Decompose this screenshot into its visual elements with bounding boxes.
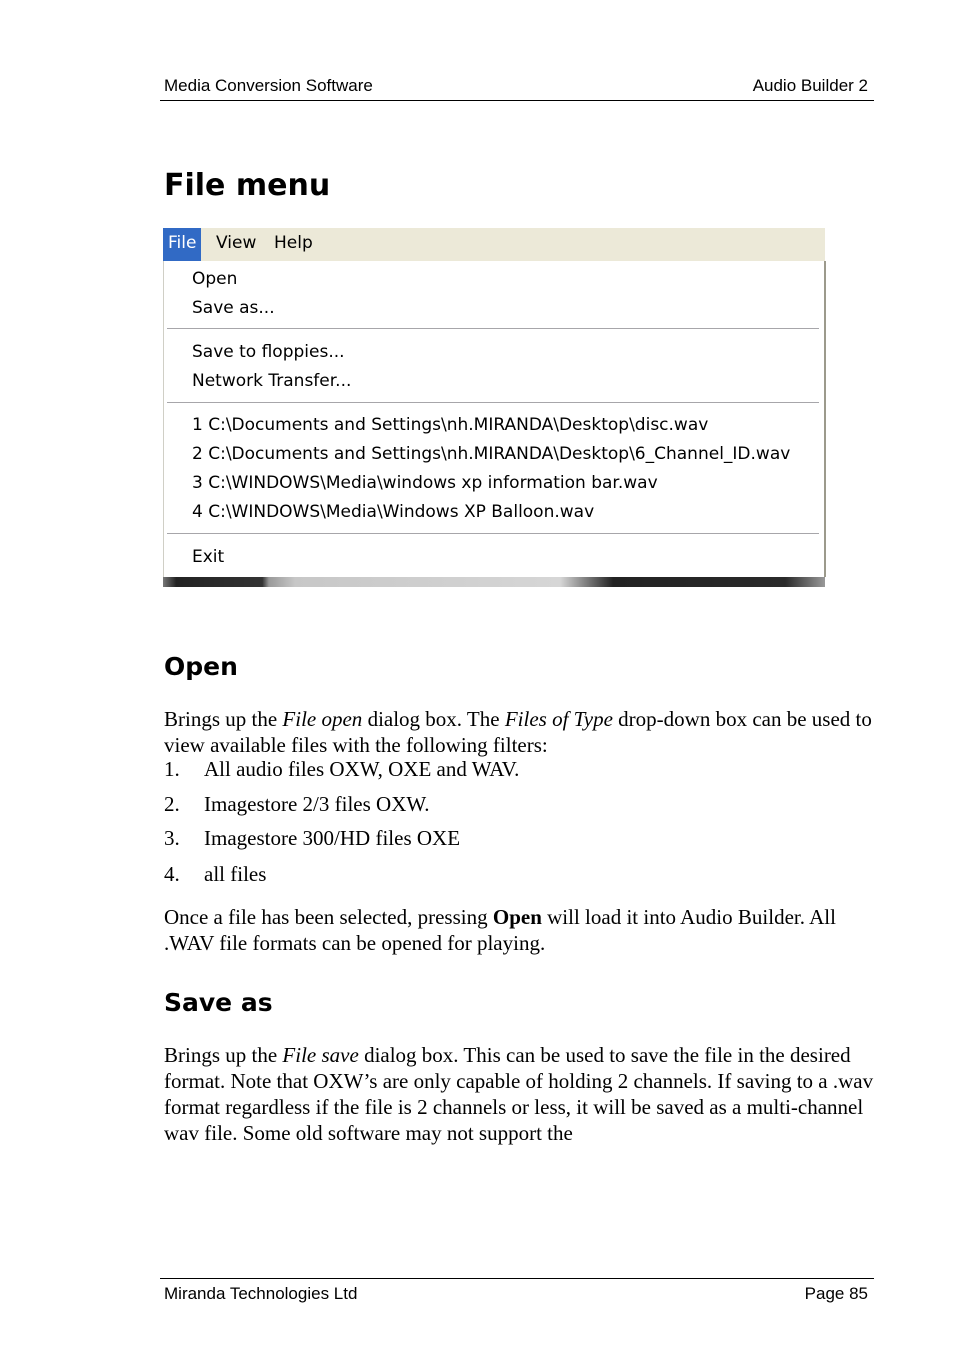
list-text: Imagestore 300/HD files OXE <box>204 826 461 850</box>
list-text: All audio files OXW, OXE and WAV. <box>204 757 520 781</box>
text-run-italic: File save <box>282 1043 359 1067</box>
list-text: Imagestore 2/3 files OXW. <box>204 792 430 816</box>
menu-item-exit[interactable]: Exit <box>192 547 225 567</box>
menu-bar <box>163 228 825 262</box>
menu-item-save-to-floppies[interactable]: Save to floppies... <box>192 342 345 362</box>
menu-item-recent-2[interactable]: 2 C:\Documents and Settings\nh.MIRANDA\Desktop\6_Channel_ID.wav <box>192 444 791 464</box>
text-run-bold: Open <box>492 905 542 929</box>
menu-item-network-transfer[interactable]: Network Transfer... <box>192 371 352 391</box>
text-run: Brings up the <box>164 707 283 731</box>
open-note <box>164 904 874 956</box>
window-background-strip <box>163 577 825 587</box>
menu-help[interactable]: Help <box>274 233 313 253</box>
open-description <box>164 706 874 758</box>
footer-page-number: Page 85 <box>804 1284 868 1303</box>
list-text: all files <box>204 862 267 886</box>
list-number: 1. <box>164 757 180 781</box>
text-run: dialog box. The <box>362 707 505 731</box>
text-run: Brings up the <box>164 1043 283 1067</box>
text-run: Once a file has been selected, pressing <box>164 905 493 929</box>
text-run-italic: File open <box>282 707 363 731</box>
menu-item-open[interactable]: Open <box>192 269 238 289</box>
list-number: 2. <box>164 792 180 816</box>
menu-item-recent-4[interactable]: 4 C:\WINDOWS\Media\Windows XP Balloon.wav <box>192 502 595 522</box>
header-doc-title: Media Conversion Software <box>164 76 373 95</box>
page-title: File menu <box>164 168 331 203</box>
footer-company: Miranda Technologies Ltd <box>164 1284 358 1303</box>
menu-item-save-as[interactable]: Save as... <box>192 298 275 318</box>
file-dropdown <box>163 261 826 577</box>
menu-file[interactable]: File <box>163 228 201 261</box>
section-heading-open: Open <box>164 652 238 681</box>
text-run: will load it into Audio Builder. All .WAV file formats can be opened for playing. <box>164 905 836 955</box>
text-run: drop-down box can be used to view available files with the following filters: <box>164 707 872 757</box>
list-number: 4. <box>164 862 180 886</box>
menu-item-recent-3[interactable]: 3 C:\WINDOWS\Media\windows xp information bar.wav <box>192 473 658 493</box>
list-number: 3. <box>164 826 180 850</box>
menu-item-recent-1[interactable]: 1 C:\Documents and Settings\nh.MIRANDA\Desktop\disc.wav <box>192 415 709 435</box>
menu-view[interactable]: View <box>216 233 257 253</box>
text-run-italic: Files of Type <box>504 707 613 731</box>
page-header <box>160 76 874 101</box>
menu-separator <box>167 533 819 535</box>
save-as-description <box>164 1042 874 1146</box>
file-menu-screenshot <box>163 228 825 587</box>
page-footer <box>160 1278 874 1309</box>
section-heading-save-as: Save as <box>164 988 273 1017</box>
menu-separator <box>167 402 819 404</box>
text-run: dialog box. This can be used to save the file in the desired format. Note that OXW’s are only capable of holding 2 channels. If saving to a .wav format regardless if the file is 2 channels or less, it will be saved as a multi-channel wav file. Some old software may not support the <box>164 1043 874 1145</box>
header-product: Audio Builder 2 <box>752 76 868 95</box>
menu-separator <box>167 328 819 330</box>
